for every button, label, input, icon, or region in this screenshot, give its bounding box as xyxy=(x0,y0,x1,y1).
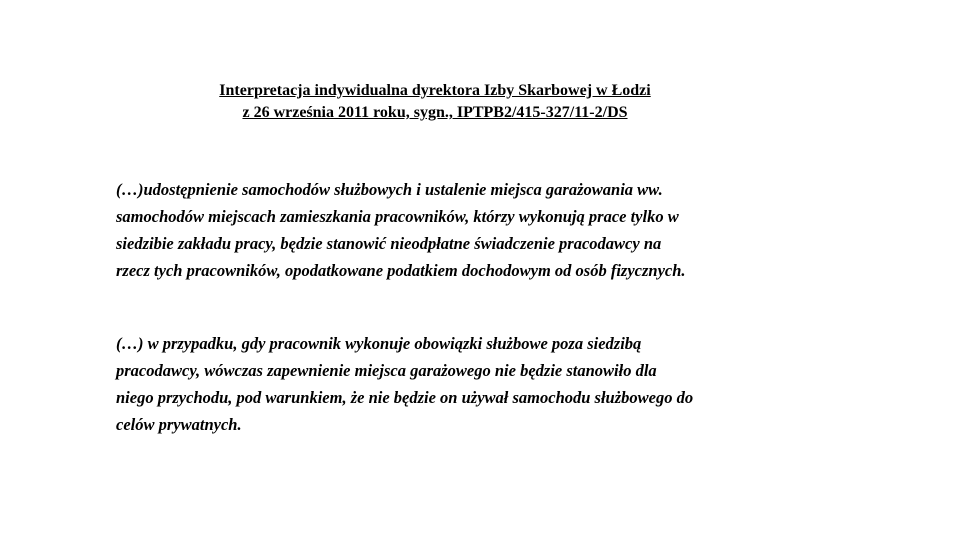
quote-line: niego przychodu, pod warunkiem, że nie będzie on używał samochodu służbowego do xyxy=(116,388,694,407)
document-heading xyxy=(150,80,820,124)
quote-line: rzecz tych pracowników, opodatkowane podatkiem dochodowym od osób fizycznych. xyxy=(116,261,686,280)
quote-paragraph-2 xyxy=(116,330,836,438)
heading-line-reference: z 26 września 2011 roku, sygn., IPTPB2/415-327/11-2/DS xyxy=(242,104,628,121)
quote-line: (…) w przypadku, gdy pracownik wykonuje obowiązki służbowe poza siedzibą xyxy=(116,334,642,353)
quote-paragraph-1 xyxy=(116,176,836,284)
quote-line: celów prywatnych. xyxy=(116,415,242,434)
quote-line: pracodawcy, wówczas zapewnienie miejsca garażowego nie będzie stanowiło dla xyxy=(116,361,657,380)
heading-line-title: Interpretacja indywidualna dyrektora Izby Skarbowej w Łodzi xyxy=(219,82,651,99)
quote-line: (…)udostępnienie samochodów służbowych i ustalenie miejsca garażowania ww. xyxy=(116,180,663,199)
quote-line: samochodów miejscach zamieszkania pracowników, którzy wykonują prace tylko w xyxy=(116,207,679,226)
quote-line: siedzibie zakładu pracy, będzie stanowić nieodpłatne świadczenie pracodawcy na xyxy=(116,234,662,253)
